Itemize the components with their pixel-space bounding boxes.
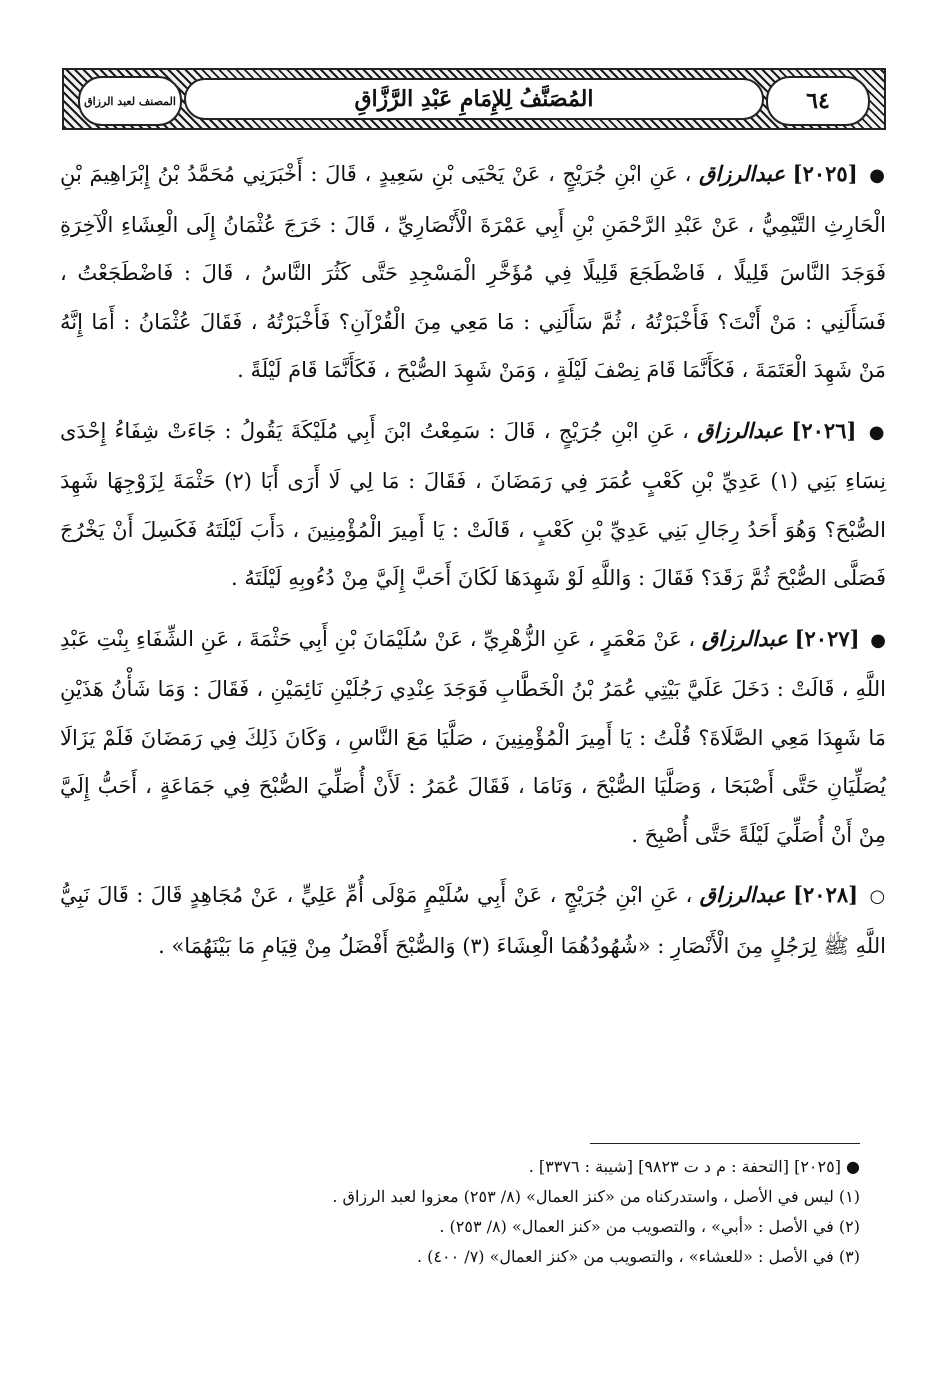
running-title-frame	[184, 78, 764, 120]
bullet-marker: ●	[869, 165, 886, 186]
footnote-2: (٢) في الأصل : «أبي» ، والتصويب من «كنز العمال» (٨/ ٢٥٣) .	[439, 1217, 860, 1236]
hadith-text: ، عَنْ مَعْمَرٍ ، عَنِ الزُّهْرِيِّ ، عَنْ سُلَيْمَانَ بْنِ أَبِي حَثْمَةَ ، عَنِ الشِّفَاءِ بِنْتِ عَبْدِ اللَّهِ ، قَالَتْ : دَخَلَ عَلَيَّ بَيْتِي عُمَرُ بْنُ الْخَطَّابِ فَوَجَدَ عِنْدِي رَجُلَيْنِ نَائِمَيْنِ ، فَقَالَ : وَمَا شَأْنُ هَذَيْنِ مَا شَهِدَا مَعِي الصَّلَاةَ؟ قُلْتُ : يَا أَمِيرَ الْمُؤْمِنِينَ ، صَلَّيَا مَعَ النَّاسِ ، وَكَانَ ذَلِكَ فِي رَمَضَانَ فَلَمْ يَزَالَا يُصَلِّيَانِ حَتَّى أَصْبَحَا ، وَصَلَّيَا الصُّبْحَ ، وَنَامَا ، فَقَالَ عُمَرُ : لَأَنْ أُصَلِّيَ الصُّبْحَ فِي جَمَاعَةٍ ، أَحَبُّ إِلَيَّ مِنْ أَنْ أُصَلِّيَ لَيْلَةً حَتَّى أُصْبِحَ .	[60, 626, 886, 847]
bullet-marker: ●	[868, 421, 886, 443]
footnote-1: (١) ليس في الأصل ، واستدركناه من «كنز العمال» (٨/ ٢٥٣) معزوا لعبد الرزاق .	[332, 1187, 860, 1206]
book-emblem-label: المصنف لعبد الرزاق	[84, 94, 176, 108]
hadith-number: [٢٠٢٦]	[791, 417, 857, 443]
main-text	[60, 150, 886, 982]
source-name: عبدالرزاق	[701, 625, 788, 651]
running-title: المُصَنَّفُ لِلإِمَامِ عَبْدِ الرَّزَّاقِ	[354, 86, 594, 112]
hadith-text: ، عَنِ ابْنِ جُرَيْجٍ ، عَنْ يَحْيَى بْنِ سَعِيدٍ ، قَالَ : أَخْبَرَنِي مُحَمَّدُ بْنُ إِبْرَاهِيمَ بْنِ الْحَارِثِ التَّيْمِيُّ ، عَنْ عَبْدِ الرَّحْمَنِ بْنِ أَبِي عَمْرَةَ الْأَنْصَارِيِّ ، قَالَ : خَرَجَ عُثْمَانُ إِلَى الْعِشَاءِ الْآخِرَةِ فَوَجَدَ النَّاسَ قَلِيلًا ، فَاضْطَجَعَ قَلِيلًا فِي مُؤَخَّرِ الْمَسْجِدِ حَتَّى كَثُرَ النَّاسُ ، قَالَ : فَاضْطَجَعْتُ ، فَسَأَلَنِي : مَنْ أَنْتَ؟ فَأَخْبَرْتُهُ ، ثُمَّ سَأَلَنِي : مَا مَعِي مِنَ الْقُرْآنِ؟ فَأَخْبَرْتُهُ ، فَقَالَ عُثْمَانُ : أَمَا إِنَّهُ مَنْ شَهِدَ الْعَتَمَةَ ، فَكَأَنَّمَا قَامَ نِصْفَ لَيْلَةٍ ، وَمَنْ شَهِدَ الصُّبْحَ ، فَكَأَنَّمَا قَامَ لَيْلَةً .	[60, 162, 886, 382]
hadith-paragraph	[60, 407, 886, 603]
hadith-number: [٢٠٢٧]	[794, 625, 860, 651]
hadith-text: ، عَنِ ابْنِ جُرَيْجٍ ، عَنْ أَبِي سُلَيْمٍ مَوْلَى أُمِّ عَلِيٍّ ، عَنْ مُجَاهِدٍ قَالَ : قَالَ نَبِيُّ اللَّهِ ﷺ لِرَجُلٍ مِنَ الْأَنْصَارِ : «شُهُودُهُمَا الْعِشَاءَ (٣) وَالصُّبْحَ أَفْضَلُ مِنْ قِيَامِ مَا بَيْنَهُمَا» .	[60, 883, 886, 958]
page-number: ٦٤	[806, 88, 830, 114]
bullet-marker: ●	[870, 629, 886, 651]
source-name: عبدالرزاق	[699, 161, 786, 186]
footnote-3: (٣) في الأصل : «للعشاء» ، والتصويب من «كنز العمال» (٧/ ٤٠٠) .	[417, 1247, 860, 1266]
bullet-marker: ○	[869, 886, 886, 907]
source-name: عبدالرزاق	[699, 882, 786, 907]
hadith-number: [٢٠٢٥]	[792, 161, 858, 186]
hadith-paragraph	[60, 150, 886, 395]
footnote-divider	[590, 1143, 860, 1144]
book-emblem	[78, 76, 182, 126]
footnote-reference: ● [٢٠٢٥] [التحفة : م د ت ٩٨٢٣] [شيبة : ٣٣٧٦] .	[528, 1157, 860, 1176]
hadith-number: [٢٠٢٨]	[793, 882, 859, 907]
hadith-paragraph	[60, 615, 886, 860]
page-number-frame	[766, 76, 870, 126]
source-name: عبدالرزاق	[697, 417, 784, 443]
page-header	[62, 68, 886, 130]
hadith-text: ، عَنِ ابْنِ جُرَيْجٍ ، قَالَ : سَمِعْتُ ابْنَ أَبِي مُلَيْكَةَ يَقُولُ : جَاءَتْ شِفَاءُ إِحْدَى نِسَاءِ بَنِي (١) عَدِيِّ بْنِ كَعْبٍ عُمَرَ فِي رَمَضَانَ ، فَقَالَ : مَا لِي لَا أَرَى أَبَا (٢) حَثْمَةَ لِزَوْجِهَا شَهِدَ الصُّبْحَ؟ وَهُوَ أَحَدُ رِجَالِ بَنِي عَدِيِّ بْنِ كَعْبٍ ، قَالَتْ : يَا أَمِيرَ الْمُؤْمِنِينَ ، دَأَبَ لَيْلَتَهُ فَكَسِلَ أَنْ يَخْرُجَ فَصَلَّى الصُّبْحَ ثُمَّ رَقَدَ؟ فَقَالَ : وَاللَّهِ لَوْ شَهِدَهَا لَكَانَ أَحَبَّ إِلَيَّ مِنْ دُءُوبِهِ لَيْلَتَهُ .	[60, 418, 886, 590]
footnotes	[60, 1152, 860, 1272]
hadith-paragraph	[60, 871, 886, 970]
